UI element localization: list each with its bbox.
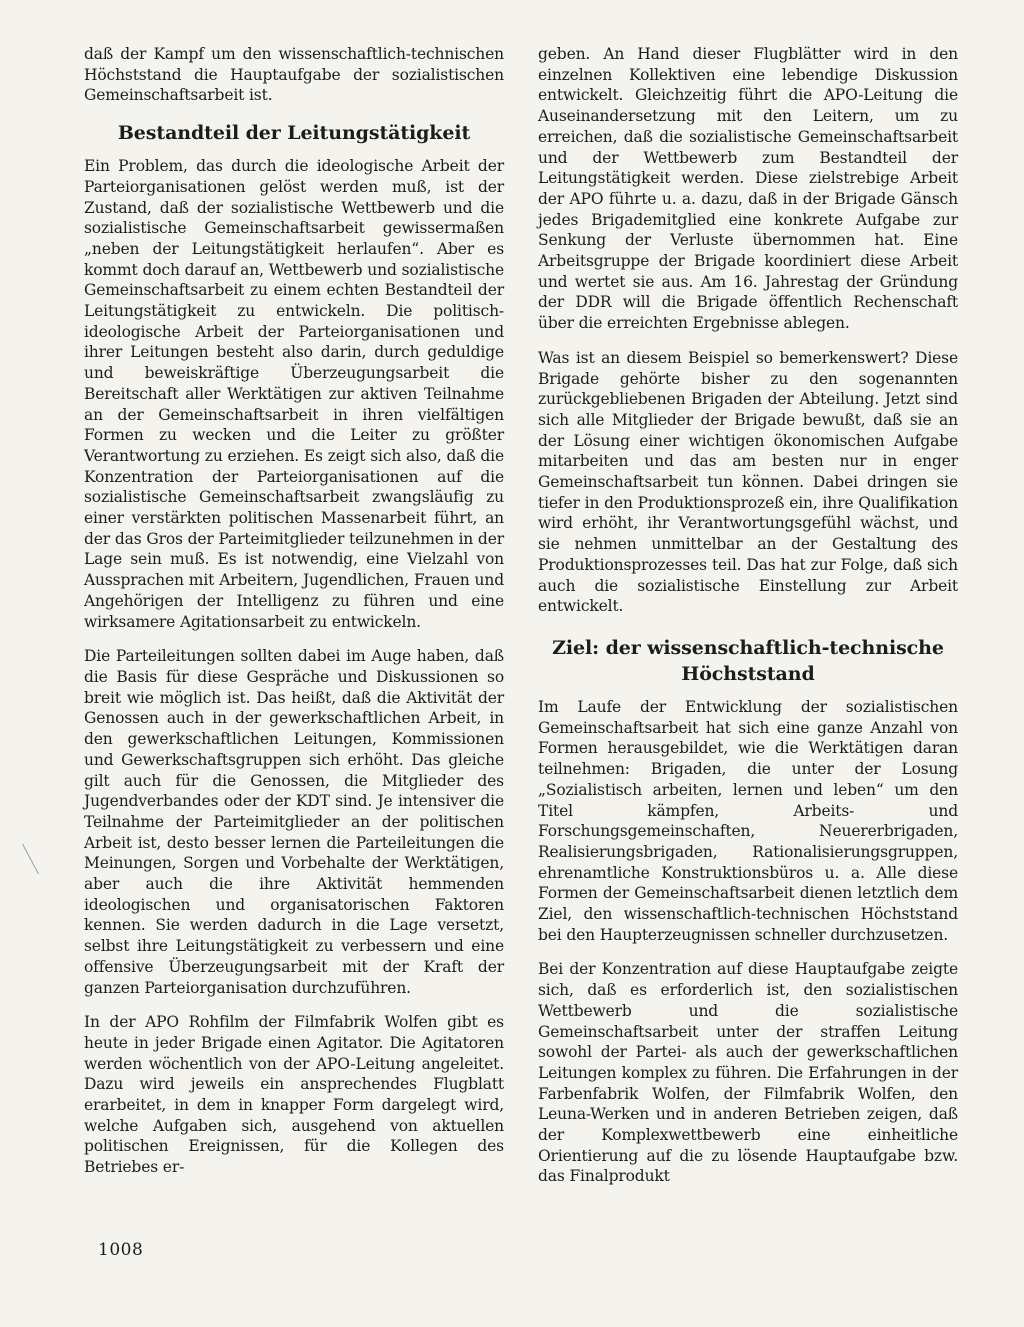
paragraph: Bei der Konzentration auf diese Hauptaufgabe zeigte sich, daß es erforderlich ist, den sozialistischen Wettbewerb und die sozialistische Gemeinschaftsarbeit unter der straffen Leitung sowohl der Partei- als auch der gewerkschaftlichen Leitungen komplex zu führen. Die Erfahrungen in der Farbenfabrik Wolfen, der Filmfabrik Wolfen, den Leuna-Werken und in anderen Betrieben zeigen, daß der Komplexwettbewerb eine einheitliche Orientierung auf die zu lösende Hauptaufgabe bzw. das Finalprodukt: [538, 960, 958, 1186]
page-number: 1008: [98, 1240, 144, 1260]
section-heading: Ziel: der wissenschaftlich-technische Höchststand: [552, 636, 944, 685]
paragraph: In der APO Rohfilm der Filmfabrik Wolfen gibt es heute in jeder Brigade einen Agitator. Die Agitatoren werden wöchentlich von der APO-Leitung angeleitet. Dazu wird jeweils ein ansprechendes Flugblatt erarbeitet, in dem in knapper Form dargelegt wird, welche Aufgaben sich, ausgehend von aktuellen politischen Ereignissen, für die Kollegen des Betriebes er-: [84, 1013, 504, 1177]
paragraph: daß der Kampf um den wissenschaftlich-technischen Höchststand die Hauptaufgabe der sozialistischen Gemeinschaftsarbeit ist.: [84, 45, 504, 105]
paragraph: Was ist an diesem Beispiel so bemerkenswert? Diese Brigade gehörte bisher zu den sogenannten zurückgebliebenen Brigaden der Abteilung. Jetzt sind sich alle Mitglieder der Brigade bewußt, daß sie an der Lösung einer wichtigen ökonomischen Aufgabe mitarbeiten und das am besten nur in enger Gemeinschaftsarbeit tun können. Dabei dringen sie tiefer in den Produktionsprozeß ein, ihre Qualifikation wird erhöht, ihr Verantwortungsgefühl wächst, und sie nehmen unmittelbar an der Gestaltung des Produktionsprozesses teil. Das hat zur Folge, daß sich auch die sozialistische Einstellung zur Arbeit entwickelt.: [538, 348, 958, 616]
paragraph: Ein Problem, das durch die ideologische Arbeit der Parteiorganisationen gelöst werden muß, ist der Zustand, daß der sozialistische Wettbewerb und die sozialistische Gemeinschaftsarbeit gewissermaßen „neben der Leitungstätigkeit herlaufen“. Aber es kommt doch darauf an, Wettbewerb und sozialistische Gemeinschaftsarbeit zu einem echten Bestandteil der Leitungstätigkeit zu entwickeln. Die politisch-ideologische Arbeit der Parteiorganisationen und ihrer Leitungen besteht also darin, durch geduldige und beweiskräftige Überzeugungsarbeit die Bereitschaft aller Werktätigen zur aktiven Teilnahme an der Gemeinschaftsarbeit in ihren vielfältigen Formen zu wecken und die Leiter zu größter Verantwortung zu erziehen. Es zeigt sich also, daß die Konzentration der Parteiorganisationen auf die sozialistische Gemeinschaftsarbeit zwangsläufig zu einer verstärkten politischen Massenarbeit führt, an der das Gros der Parteimitglieder teilzunehmen in der Lage sein muß. Es ist notwendig, eine Vielzahl von Aussprachen mit Arbeitern, Jugendlichen, Frauen und Angehörigen der Intelligenz zu führen und eine wirksamere Agitationsarbeit zu entwickeln.: [84, 157, 504, 631]
paragraph: geben. An Hand dieser Flugblätter wird in den einzelnen Kollektiven eine lebendige Diskussion entwickelt. Gleichzeitig führt die APO-Leitung die Auseinandersetzung mit den Leitern, um zu erreichen, daß die sozialistische Gemeinschaftsarbeit und der Wettbewerb zum Bestandteil der Leitungstätigkeit werden. Diese zielstrebige Arbeit der APO führte u. a. dazu, daß in der Brigade Gänsch jedes Brigademitglied eine konkrete Aufgabe zur Senkung der Verluste übernommen hat. Eine Arbeitsgruppe der Brigade koordiniert diese Arbeit und wertet sie aus. Am 16. Jahrestag der Gründung der DDR will die Brigade öffentlich Rechenschaft über die erreichten Ergebnisse ablegen.: [538, 45, 958, 333]
section-heading: Bestandteil der Leitungstätigkeit: [117, 122, 471, 145]
paragraph: Die Parteileitungen sollten dabei im Auge haben, daß die Basis für diese Gespräche und Diskussionen so breit wie möglich ist. Das heißt, daß die Aktivität der Genossen auch in der gewerkschaftlichen Arbeit, in den gewerkschaftlichen Leitungen, Kommissionen und Gewerkschaftsgruppen sich erhöht. Das gleiche gilt auch für die Genossen, die Mitglieder des Jugendverbandes oder der KDT sind. Je intensiver die Teilnahme der Parteimitglieder an der politischen Arbeit ist, desto besser lernen die Parteileitungen die Meinungen, Sorgen und Vorbehalte der Werktätigen, aber auch die ihre Aktivität hemmenden ideologischen und organisatorischen Faktoren kennen. Sie werden dadurch in die Lage versetzt, selbst ihre Leitungstätigkeit zu verbessern und eine offensive Überzeugungsarbeit mit der Kraft der ganzen Parteiorganisation durchzuführen.: [84, 647, 504, 997]
left-column: [84, 44, 504, 1192]
paragraph: Im Laufe der Entwicklung der sozialistischen Gemeinschaftsarbeit hat sich eine ganze Anzahl von Formen herausgebildet, wie die Werktätigen daran teilnehmen: Brigaden, die unter der Losung „Sozialistisch arbeiten, lernen und leben“ um den Titel kämpfen, Arbeits- und Forschungsgemeinschaften, Neuererbrigaden, Realisierungsbrigaden, Rationalisierungsgruppen, ehrenamtliche Konstruktionsbüros u. a. Alle diese Formen der Gemeinschaftsarbeit dienen letztlich dem Ziel, den wissenschaftlich-technischen Höchststand bei den Haupterzeugnissen schneller durchzusetzen.: [538, 697, 958, 944]
right-column: [538, 44, 958, 1201]
scan-artifact: [22, 844, 39, 874]
